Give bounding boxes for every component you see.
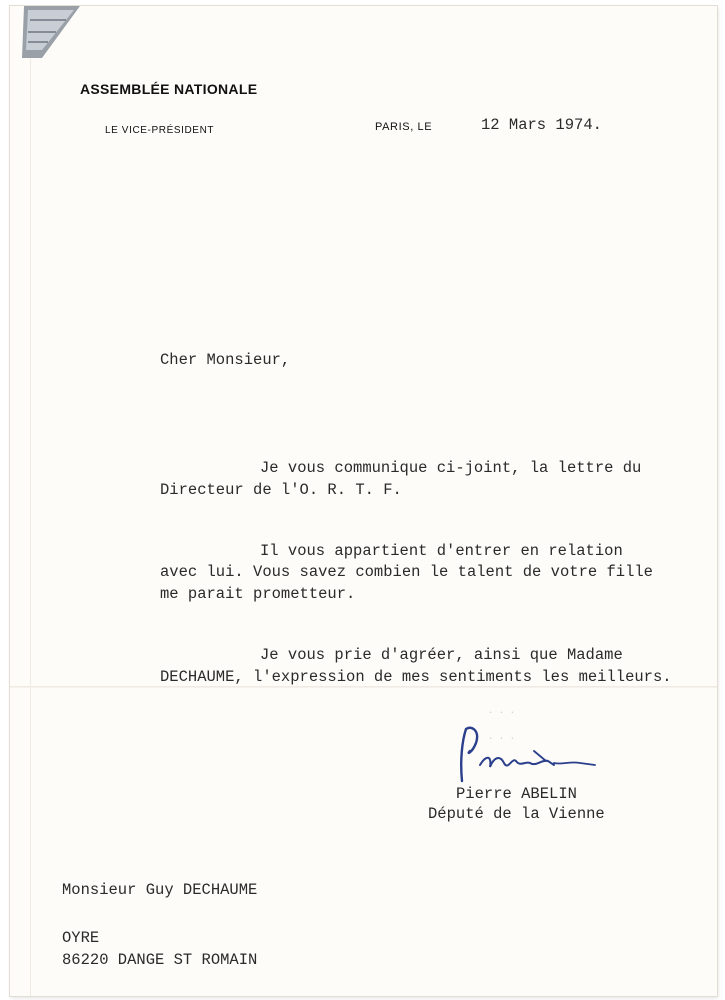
letter-date: 12 Mars 1974. bbox=[481, 116, 602, 134]
paragraph2-line2: avec lui. Vous savez combien le talent de votre fille bbox=[160, 563, 653, 581]
signatory-title: Député de la Vienne bbox=[428, 805, 605, 823]
paragraph1-line1: Je vous communique ci-joint, la lettre du bbox=[260, 459, 642, 477]
faint-offset-mark: · · · bbox=[488, 734, 516, 744]
letter-salutation: Cher Monsieur, bbox=[160, 351, 291, 369]
signature-stroke bbox=[534, 751, 595, 765]
signatory-name: Pierre ABELIN bbox=[456, 785, 577, 803]
signature-stroke bbox=[461, 728, 477, 781]
paper-edge-crease bbox=[30, 6, 31, 996]
paper-fold-crease bbox=[10, 686, 717, 688]
letterhead-role: LE VICE-PRÉSIDENT bbox=[105, 125, 215, 136]
paragraph2-line1: Il vous appartient d'entrer en relation bbox=[260, 542, 623, 560]
recipient-address-line1: OYRE bbox=[62, 929, 100, 947]
paragraph3-line2: DECHAUME, l'expression de mes sentiments les meilleurs. bbox=[160, 668, 672, 686]
paragraph3-line1: Je vous prie d'agréer, ainsi que Madame bbox=[260, 646, 623, 664]
recipient-address-line2: 86220 DANGE ST ROMAIN bbox=[62, 951, 258, 969]
recipient-name: Monsieur Guy DECHAUME bbox=[62, 881, 258, 899]
paragraph1-line2: Directeur de l'O. R. T. F. bbox=[160, 481, 402, 499]
letter-sheet bbox=[10, 6, 717, 996]
faint-offset-mark: · · · bbox=[488, 708, 516, 718]
handwritten-signature bbox=[450, 721, 610, 791]
letterhead-place-label: PARIS, LE bbox=[375, 121, 433, 133]
paragraph2-line3: me parait prometteur. bbox=[160, 585, 356, 603]
staple-corner-icon bbox=[22, 6, 82, 66]
letterhead-institution: ASSEMBLÉE NATIONALE bbox=[80, 81, 258, 97]
